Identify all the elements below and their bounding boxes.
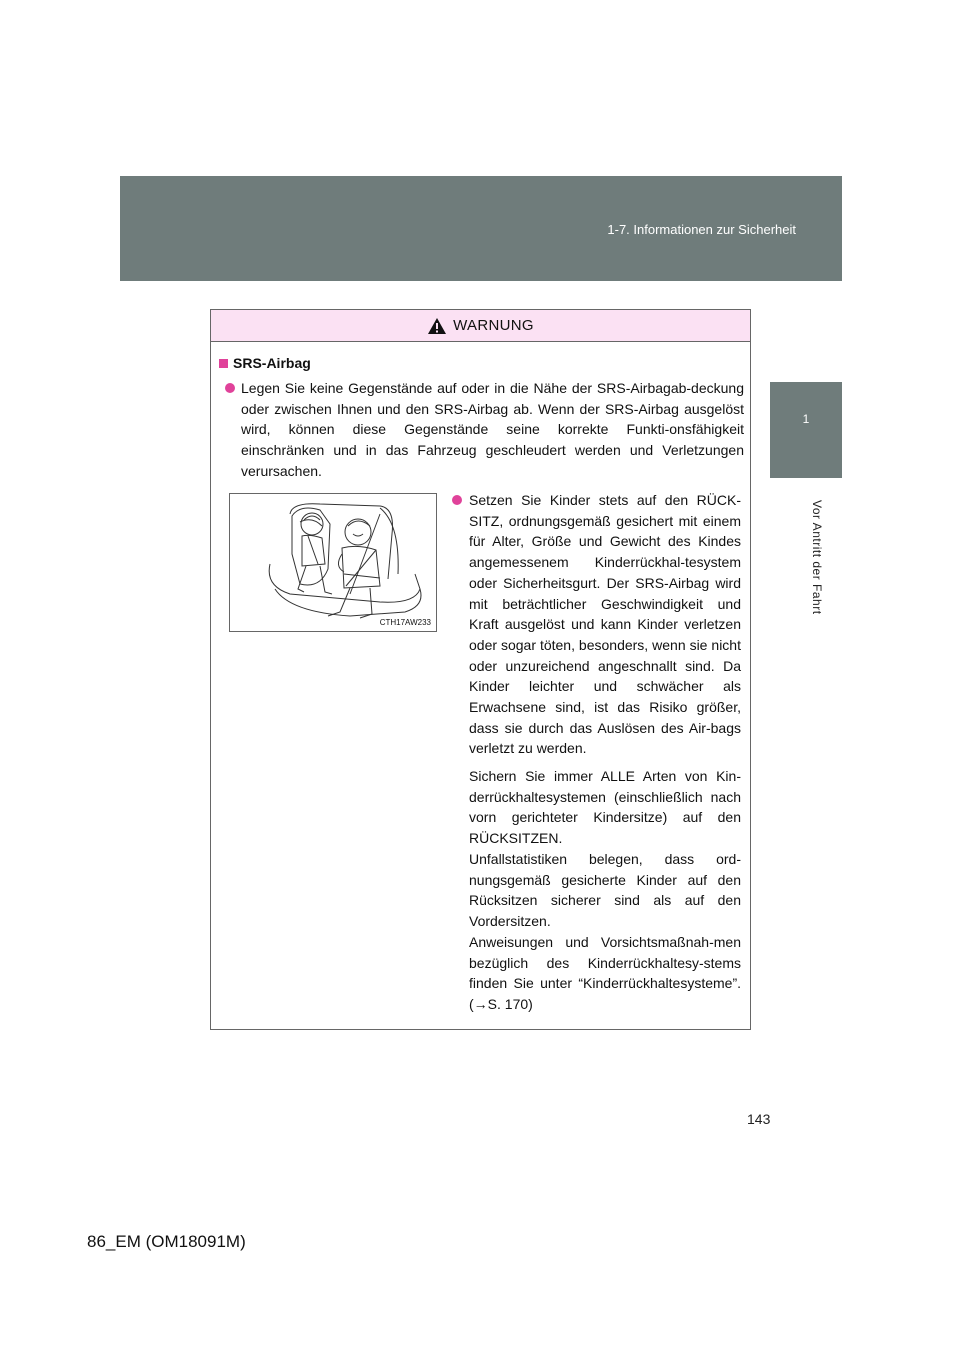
document-code: 86_EM (OM18091M) <box>87 1232 246 1251</box>
child-seat-illustration <box>229 493 437 632</box>
warning-paragraph-3: Sichern Sie immer ALLE Arten von Kin-derrückhaltesystemen (einschließlich nach vorn gerichteter Kindersitze) auf den RÜCKSITZEN. <box>469 768 741 847</box>
topic-heading <box>219 355 311 371</box>
square-bullet-icon <box>219 359 228 368</box>
warning-paragraph-4: Unfallstatistiken belegen, dass ord-nungsgemäß gesicherte Kinder auf den Rücksitzen sicherer sind als auf den Vordersitzen. <box>469 851 741 930</box>
warning-bullet-1: Legen Sie keine Gegenstände auf oder in die Nähe der SRS-Airbagab-deckung oder zwischen Ihnen und den SRS-Airbag ab. Wenn der SRS-Airbag ausgelöst wird, können diese Gegenstände seine korrekte Funkti-onsfähigkeit einschränken und in das Fahrzeug geschleudert werden und Verletzungen verursachen. <box>241 380 744 479</box>
warning-header <box>211 310 750 342</box>
warning-triangle-icon <box>427 317 447 335</box>
section-title: 1-7. Informationen zur Sicherheit <box>607 222 796 237</box>
warning-title: WARNUNG <box>453 317 534 334</box>
warning-bullet-2: Setzen Sie Kinder stets auf den RÜCK-SITZ, ordnungsgemäß gesichert mit einem für Alter, Größe und Gewicht des Kindes angemessenem Kinderrückhal-tesystem oder Sicherheitsgurt. Der SRS-Airbag wird mit beträchtlicher Geschwindigkeit und Kraft ausgelöst und kann Kinder verletzen oder sogar töten, besonders, wenn sie nicht oder unzureichend angeschnallt sind. Da Kinder leichter und schwächer als Erwachsene sind, ist das Risiko größer, dass sie durch das Auslösen des Air-bags verletzt zu werden. <box>469 492 741 757</box>
warning-paragraph-5: Anweisungen und Vorsichtsmaßnah-men bezüglich des Kinderrückhaltesy-stems finden Sie unter “Kinderrückhaltesysteme”. (→S. 170) <box>469 934 741 1013</box>
page-number: 143 <box>747 1111 771 1127</box>
children-in-seats-icon <box>230 494 436 631</box>
topic-label: SRS-Airbag <box>233 355 311 371</box>
header-band <box>120 176 842 281</box>
image-code: CTH17AW233 <box>379 618 431 627</box>
chapter-number: 1 <box>802 412 810 426</box>
chapter-title: Vor Antritt der Fahrt <box>810 500 824 615</box>
bullet-dot-icon <box>225 383 235 393</box>
warning-box <box>210 309 751 1030</box>
bullet-dot-icon <box>452 495 462 505</box>
chapter-tab[interactable] <box>770 382 842 478</box>
